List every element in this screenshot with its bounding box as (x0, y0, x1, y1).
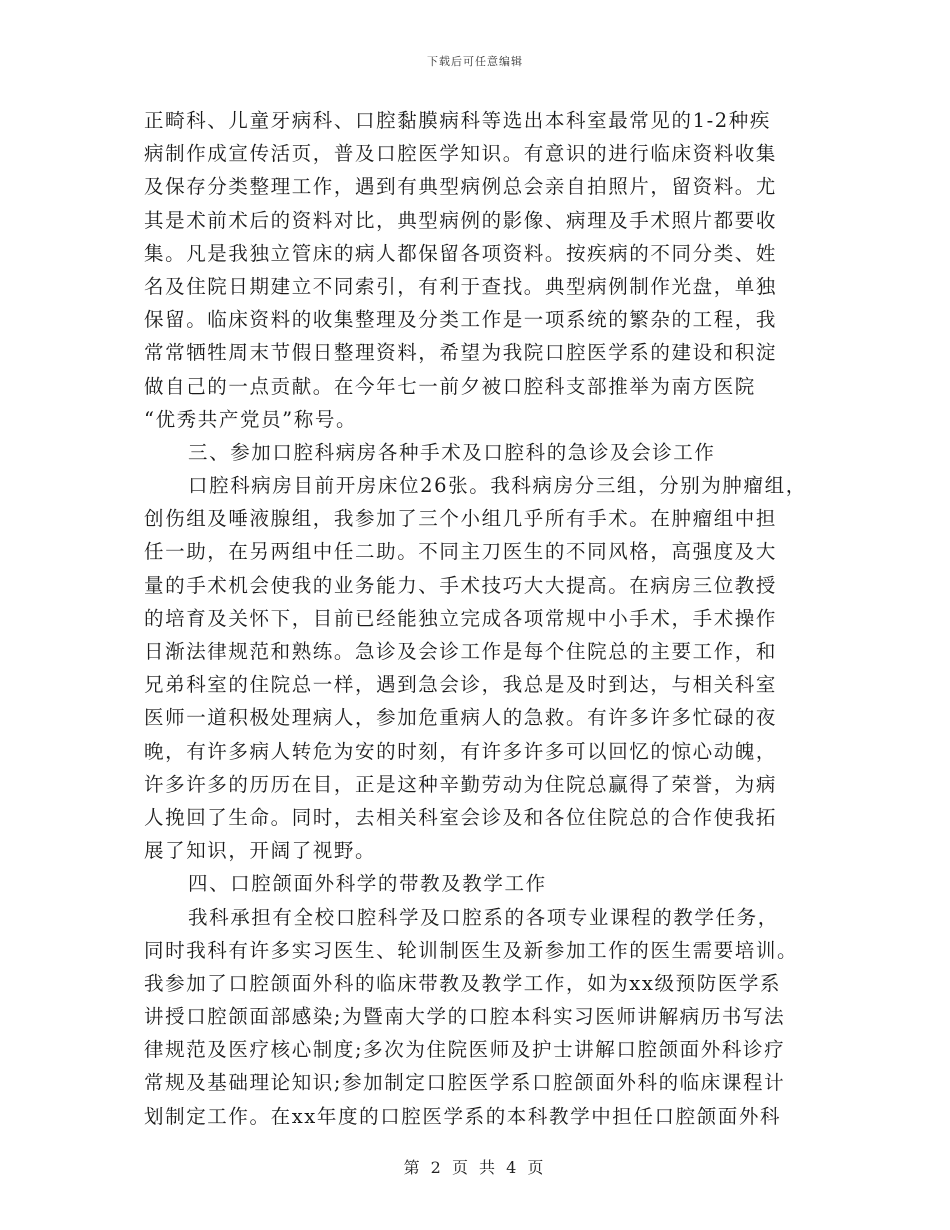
section-heading: 四、口腔颌面外科学的带教及教学工作 (188, 872, 547, 896)
paragraph-line: 展了知识，开阔了视野。 (144, 839, 377, 863)
paragraph-line: 其是术前术后的资料对比，典型病例的影像、病理及手术照片都要收 (144, 208, 778, 232)
paragraph-line: 病制作成宣传活页，普及口腔医学知识。有意识的进行临床资料收集 (144, 142, 778, 166)
paragraph-line: 常规及基础理论知识;参加制定口腔医学系口腔颌面外科的临床课程计 (144, 1071, 786, 1095)
paragraph-line: 保留。临床资料的收集整理及分类工作是一项系统的繁杂的工程，我 (144, 308, 778, 332)
paragraph-line: 日渐法律规范和熟练。急诊及会诊工作是每个住院总的主要工作，和 (144, 640, 778, 663)
paragraph-line: 医师一道积极处理病人，参加危重病人的急救。有许多许多忙碌的夜 (144, 706, 778, 730)
paragraph-line: 律规范及医疗核心制度;多次为住院医师及护士讲解口腔颌面外科诊疗 (144, 1038, 786, 1062)
paragraph-line: 我科承担有全校口腔科学及口腔系的各项专业课程的教学任务， (188, 905, 779, 929)
paragraph-line: 集。凡是我独立管床的病人都保留各项资料。按疾病的不同分类、姓 (144, 241, 778, 265)
paragraph-line: 口腔科病房目前开房床位26张。我科病房分三组，分别为肿瘤组， (188, 474, 807, 498)
paragraph-line: 兄弟科室的住院总一样，遇到急会诊，我总是及时到达，与相关科室 (144, 673, 778, 697)
paragraph-line: 创伤组及唾液腺组，我参加了三个小组几乎所有手术。在肿瘤组中担 (144, 507, 778, 531)
paragraph-line: 及保存分类整理工作，遇到有典型病例总会亲自拍照片，留资料。尤 (144, 175, 778, 199)
paragraph-line: 人挽回了生命。同时，去相关科室会诊及和各位住院总的合作使我拓 (144, 805, 778, 829)
section-heading: 三、参加口腔科病房各种手术及口腔科的急诊及会诊工作 (188, 440, 716, 464)
paragraph-line: 划制定工作。在xx年度的口腔医学系的本科教学中担任口腔颌面外科 (144, 1104, 782, 1128)
paragraph-line: 讲授口腔颌面部感染;为暨南大学的口腔本科实习医师讲解病历书写法 (144, 1005, 786, 1029)
paragraph-line: 名及住院日期建立不同索引，有利于查找。典型病例制作光盘，单独 (144, 274, 778, 298)
paragraph-line: 许多许多的历历在目，正是这种辛勤劳动为住院总赢得了荣誉，为病 (144, 772, 778, 796)
paragraph-line: 量的手术机会使我的业务能力、手术技巧大大提高。在病房三位教授 (144, 573, 778, 597)
document-body (144, 104, 824, 1133)
paragraph-line: 常常牺牲周末节假日整理资料，希望为我院口腔医学系的建设和积淀 (144, 341, 778, 365)
paragraph-line: 的培育及关怀下，目前已经能独立完成各项常规中小手术，手术操作 (144, 606, 778, 630)
paragraph-line: 正畸科、儿童牙病科、口腔黏膜病科等选出本科室最常见的1-2种疾 (144, 109, 772, 132)
paragraph-line: “优秀共产党员”称号。 (144, 407, 358, 431)
page-number-footer: 第 2 页 共 4 页 (403, 1158, 547, 1177)
paragraph-line: 我参加了口腔颌面外科的临床带教及教学工作，如为xx级预防医学系 (144, 971, 782, 995)
page-header: 下载后可任意编辑 (427, 55, 523, 68)
paragraph-line: 任一助，在另两组中任二助。不同主刀医生的不同风格，高强度及大 (144, 540, 778, 564)
paragraph-line: 同时我科有许多实习医生、轮训制医生及新参加工作的医生需要培训。 (144, 938, 799, 962)
paragraph-line: 晚，有许多病人转危为安的时刻，有许多许多可以回忆的惊心动魄， (144, 739, 778, 763)
paragraph-line: 做自己的一点贡献。在今年七一前夕被口腔科支部推举为南方医院 (144, 374, 756, 398)
